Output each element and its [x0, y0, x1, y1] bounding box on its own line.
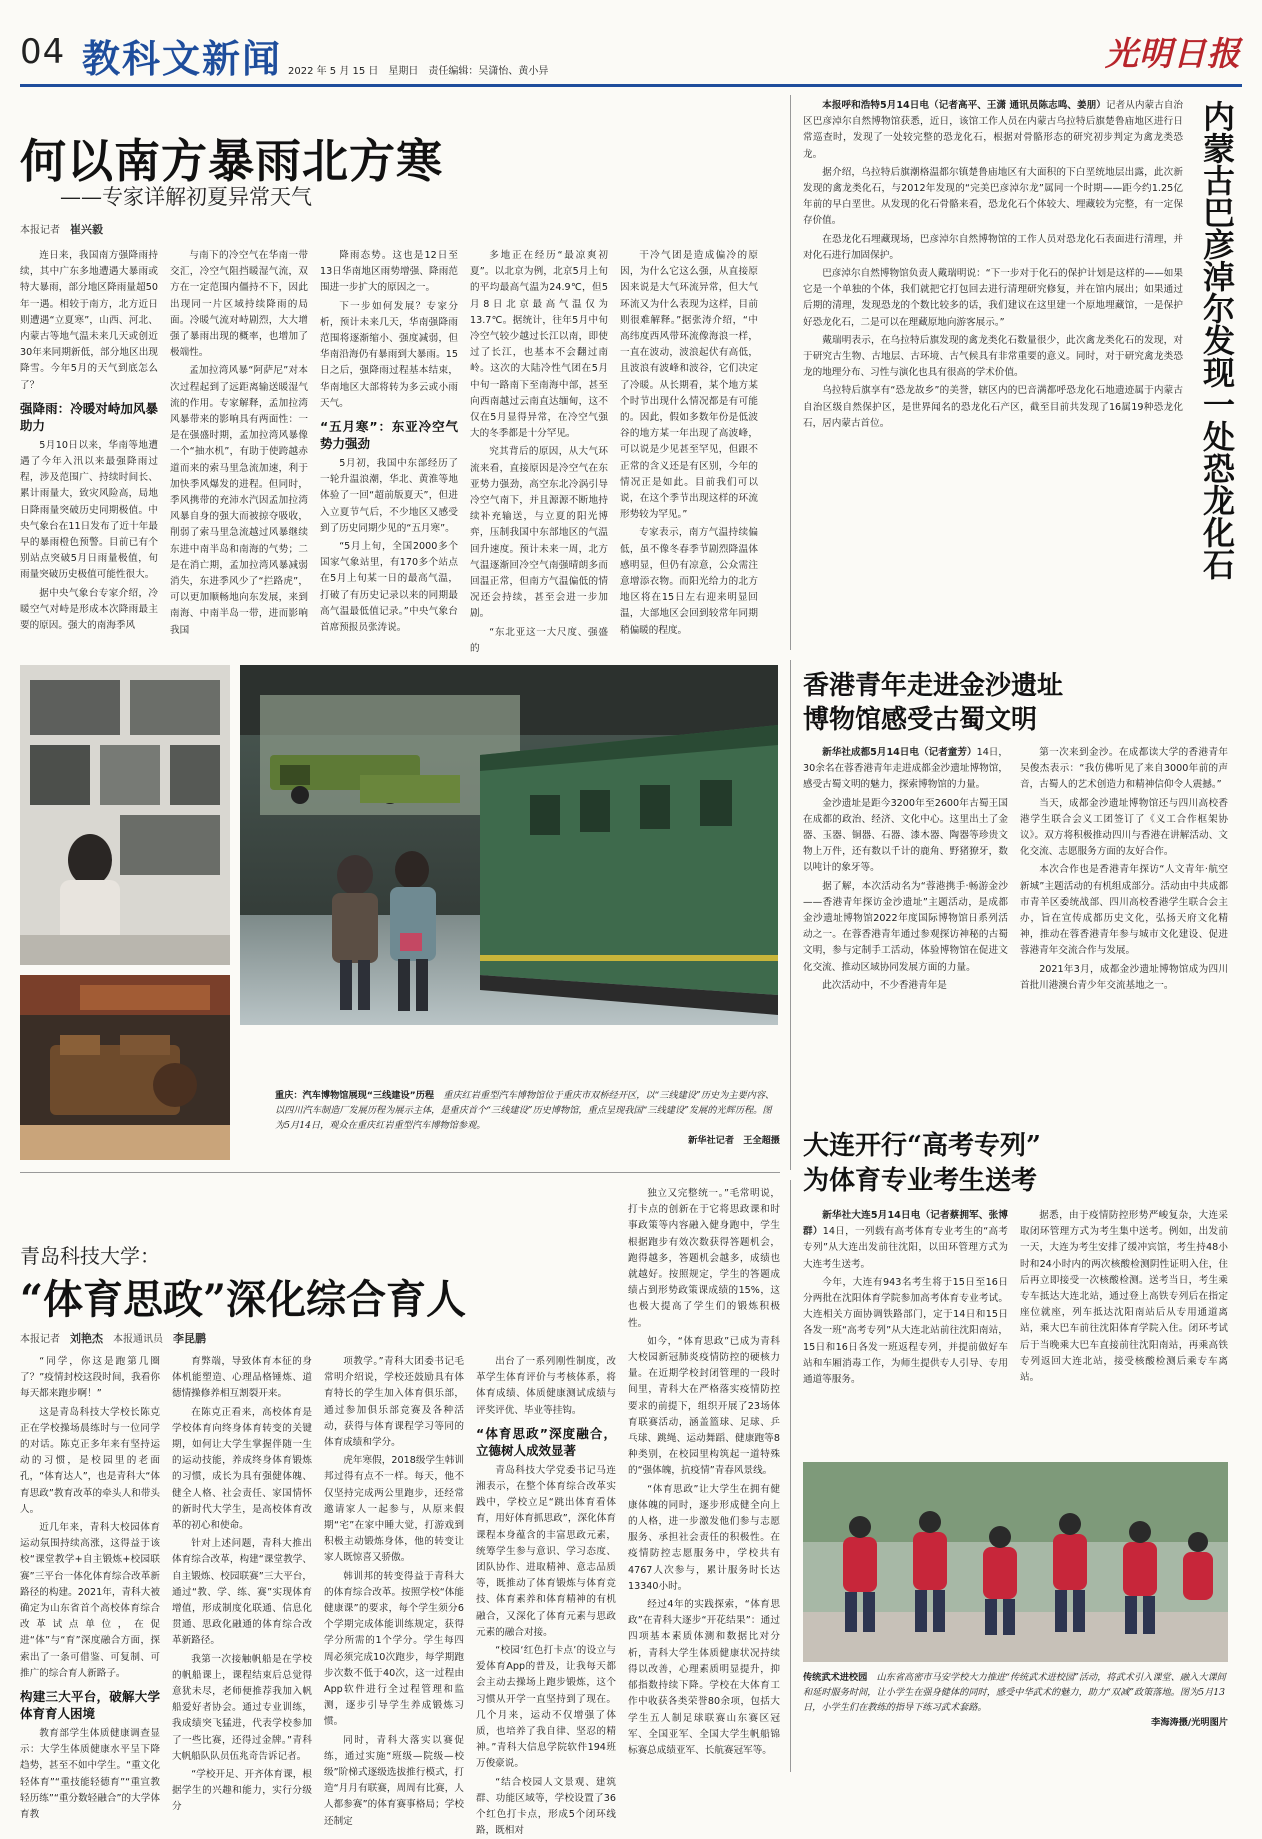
paragraph: “校园‘红色打卡点’的设立与爱体育App的普及，让我每天都会主动去操场上跑步锻炼，这个习惯从开学一直坚持到了现在。几个月来，运动不仅增强了体质，也培养了我自律、坚忍的精神。”青科大信息学院软件194班万俊豪说。 [476, 1645, 616, 1770]
paragraph: 究其背后的原因，从大气环流来看，直接原因是冷空气在东亚势力强劲，高空东北冷涡引导冷空气南下，并且源源不断地持续补充输送，与立夏的阳光博弈，压制我国中东部地区的气温回升速度。预计未来一周，北方气温逐渐回冷空气南强晴朗多而回温正常，但南方气温偏低的情况还会持续，甚至会进一步加剧。 [470, 446, 608, 620]
subheading: “五月寒”：东亚冷空气势力强劲 [320, 419, 458, 452]
paragraph: 5月初，我国中东部经历了一轮升温浪潮，华北、黄淮等地体验了一回“超前版夏天”，但进入立夏节气后，不少地区又感受到了历史同期少见的“五月寒”。 [320, 458, 458, 534]
qingdao-headline: “体育思政”深化综合育人 [20, 1276, 467, 1323]
paragraph: 在陈克正看来，高校体育是学校体育向终身体育转变的关键期，如何让大学生掌握伴随一生的运动技能，养成终身体育锻炼的习惯，成长为具有强健体魄、健全人格、社会责任、家国情怀的新时代大学生，是高校体育改革的初心和使命。 [172, 1406, 312, 1532]
caption-title: 重庆：汽车博物馆展现“三线建设”历程 [275, 1090, 435, 1101]
paragraph: 项教学。”青科大团委书记毛常明介绍说，学校还鼓励具有体育特长的学生加入体育俱乐部，通过参加俱乐部竞赛及各种活动，获得与体育课程学习等同的体育成绩和学分。 [324, 1356, 464, 1449]
byline-role: 本报记者 [20, 1334, 60, 1345]
engine-image [20, 975, 230, 1160]
paragraph: 据悉，由于疫情防控形势严峻复杂，大连采取闭环管理方式为考生集中送考。例如，出发前一天，大连为考生安排了缓冲宾馆，考生持48小时和24小时内的两次核酸检测阴性证明入住，住后再立即接受一次核酸检测。送考当日，考生乘专车抵达大连北站，通过登上高铁专列后在指定座位就座，列车抵达沈阳南站后从专用通道离站，乘大巴车前往沈阳体育学院入住。闭环考试后于当晚乘大巴车直接前往沈阳南站，再乘高铁专列返回大连北站，接受核酸检测后乘专车离站。 [1020, 1210, 1228, 1384]
photo-truck-museum [240, 665, 778, 1025]
paragraph: 经过4年的实践探索，“体育思政”在青科大逐步“开花结果”：通过四项基本素质体测和数据比对分析，青科大学生体质健康状况持续得以改善，心理素质明显提升，抑郁指数持续下降。学校在大体育工作中收获各类荣誉80余项，包括大学生五人制足球联赛山东赛区冠军、全国亚军、全国大学生帆船锦标赛总成绩亚军、长航赛冠军等。 [628, 1599, 780, 1756]
byline-role: 本报通讯员 [113, 1334, 163, 1345]
masthead [20, 28, 1242, 80]
newspaper-logo: 光明日报 [1105, 34, 1241, 73]
dinosaur-headline: 内蒙古巴彦淖尔发现一处恐龙化石 [1198, 100, 1236, 580]
photo-caption-bottom [803, 1670, 1228, 1730]
paragraph: 这是青岛科技大学校长陈克正在学校操场晨练时与一位同学的对话。陈克正多年来有坚持运动的习惯，是校园里的老面孔，“体育达人”，也是青科大“体育思政”教育改革的牵头人和带头人。 [20, 1406, 160, 1515]
lead-paragraph [803, 98, 1183, 163]
paragraph: 在恐龙化石埋藏现场，巴彦淖尔自然博物馆的工作人员对恐龙化石表面进行清理，并对化石进行加固保护。 [803, 233, 1183, 261]
hk-headline-2: 博物馆感受古蜀文明 [803, 705, 1038, 735]
lead-paragraph [803, 745, 1008, 794]
masthead-rule [20, 84, 1242, 87]
byline-name: 李昆鹏 [173, 1332, 206, 1345]
paragraph: 第一次来到金沙。在成都读大学的香港青年吴俊杰表示：“我仿佛听见了来自3000年前的声音，古蜀人的艺术创造力和精神信仰令人震撼。” [1020, 747, 1228, 791]
byline-role: 本报记者 [20, 225, 60, 236]
photo-engine [20, 975, 230, 1160]
paragraph: “结合校园人文景观、建筑群、功能区域等，学校设置了36个红色打卡点，形成5个闭环线路，既相对 [476, 1776, 616, 1837]
paragraph: 近几年来，青科大校园体育运动氛围持续高涨，这得益于该校“课堂教学+自主锻炼+校园联赛”三平台一体化体育综合改革新路径的构建。2021年，青科大被确定为山东省首个高校体育综合改革试点单位，在促进“体”与“育”深度融合方面，探索出了一条可借鉴、可复制、可推广的综合育人新路子。 [20, 1522, 160, 1679]
page-number: 04 [20, 32, 66, 72]
paragraph: 今年，大连有943名考生将于15日至16日分两批在沈阳体育学院参加高考体育专业考试。大连相关方面协调铁路部门，定于14日和15日各发一班“高考专列”从大连北站前往沈阳南站，15日和16日各发一班返程专列，并提前做好车站和车厢消毒工作，为师生提供专人引导、专用通道等服务。 [803, 1276, 1008, 1386]
paragraph: 金沙遗址是距今3200年至2600年古蜀王国在成都的政治、经济、文化中心。这里出土了金器、玉器、铜器、石器、漆木器、陶器等珍贵文物上万件，还有数以千计的鹿角、野猪獠牙，数以吨计的象牙等。 [803, 797, 1008, 874]
paragraph: 韩训邦的转变得益于青科大的体育综合改革。按照学校“体能健康课”的要求，每个学生须分6个学期完成体能训练规定，获得学分所需的1个学分。学生每四周必须完成10次跑步，每学期跑步次数不低于40次，这一过程由App软件进行全过程管理和监测，逐步引导学生养成锻炼习惯。 [324, 1570, 464, 1728]
paragraph: 连日来，我国南方强降雨持续，其中广东多地遭遇大暴雨或特大暴雨，部分地区降雨量超50年一遇。相较于南方，北方近日则遭遇“立夏寒”，山西、河北、内蒙古等地气温未来几天或创近30年来同期新低，部分地区出现降雪。今年5月的天气到底怎么了？ [20, 250, 158, 391]
byline [20, 1330, 206, 1346]
column-divider [790, 1180, 791, 1772]
photo-credit: 李海涛摄/光明图片 [1151, 1717, 1228, 1728]
column-divider [790, 95, 791, 650]
dalian-headline-2: 为体育专业考生送考 [803, 1166, 1038, 1196]
paragraph: 2021年3月，成都金沙遗址博物馆成为四川首批川港澳台青少年交流基地之一。 [1020, 963, 1228, 991]
subheading: 强降雨：冷暖对峙加风暴助力 [20, 400, 158, 433]
paragraph: 育弊端，导致体育本征的身体机能塑造、心理品格锤炼、道德情操修养相互割裂开来。 [172, 1356, 312, 1400]
column-5 [620, 248, 758, 646]
paragraph: 乌拉特后旗享有“恐龙故乡”的美誉，辖区内的巴音满都呼恐龙化石地遗迹属于内蒙古自治区级自然保护区，是世界闻名的恐龙化石产区，截至目前共发现了16属19种恐龙化石，居内蒙古首位。 [803, 385, 1183, 429]
paragraph: 教育部学生体质健康调查显示：大学生体质健康水平呈下降趋势，甚至不如中学生。“重文化轻体育”“重技能轻德育”“重宣教轻历练”“重分数轻融合”的大学体育教 [20, 1728, 160, 1821]
dateline: 本报呼和浩特5月14日电（记者高平、王潇 通讯员陈志鸣、姜朋） [822, 100, 1106, 111]
paragraph: 本次合作也是香港青年探访“人文青年·航空新城”主题活动的有机组成部分。活动由中共成都市青羊区委统战部、四川高校香港学生联合会主办，旨在宣传成都历史文化，弘扬天府文化精神，推动在蓉香港青年参与城市文化建设、促进蓉港青年交流合作与发展。 [1020, 864, 1228, 957]
exhibit-wall-image [20, 665, 230, 965]
subheading: “体育思政”深度融合，立德树人成效显著 [476, 1425, 616, 1458]
paragraph: 巴彦淖尔自然博物馆负责人戴瑞明说：“下一步对于化石的保护计划是这样的——如果它是一个单独的个体，我们就把它打包回去进行清理研究修复，并在馆内展出；如果通过后期的清理，发现恐龙的个数比较多的话，我们建议在这里建一个原地埋藏馆，一是保护好恐龙化石，二是可以在理藏原地向游客展示。” [803, 268, 1183, 328]
paragraph: 如今，“体育思政”已成为青科大校园新冠肺炎疫情防控的硬核力量。在近期学校封闭管理的一段时间里，青科大在严格落实疫情防控要求的前提下，组织开展了23场体育联赛活动，涵盖篮球、足球、乒乓球、跳绳、运动舞蹈、健康跑等8种类别，在校园里构筑起一道特殊的“强体魄，抗疫情”青春风景线。 [628, 1335, 780, 1477]
paragraph: 干冷气团是造成偏冷的原因，为什么它这么强，从直接原因来说是大气环流异常，但大气环流又为什么表现为这样，目前则很难解释。”据张涛介绍，“中高纬度西风带环流像海浪一样，一直在波动，波浪起伏有高低，且波浪有波峰和波谷，它们决定了冷暖。从长期看，某个地方某个时节出现什么情况都是有可能的。因此，假如多数年份是低波谷的地方某一年出现了高波峰，可以说是少见甚至罕见，但跟不正常的含义还是有区别，今年的情况正是如此。目前我们可以说，在这个季节出现这样的环流形势较为罕见。” [620, 250, 758, 521]
date-line: 2022 年 5 月 15 日 星期日 责任编辑：吴潇怡、黄小异 [288, 66, 549, 77]
dalian-headline-1: 大连开行“高考专列” [803, 1131, 1041, 1161]
paragraph: 此次活动中，不少香港青年是 [822, 979, 947, 991]
qingdao-kicker: 青岛科技大学： [20, 1244, 160, 1268]
paragraph: 我第一次接触帆船是在学校的帆船课上，课程结束后总觉得意犹未尽，老师便推荐我加入帆船爱好者协会。通过专业训练，我成绩突飞猛进，代表学校参加了一些比赛，还得过金牌。”青科大帆船队队员伍兆奇告诉记者。 [172, 1653, 312, 1762]
caption-text: 山东省高密市马安学校大力推进“传统武术进校园”活动，将武术引入课堂、融入大课间和延时服务时间，让小学生在强身健体的同时，感受中华武术的魅力，助力“双减”政策落地。图为5月13日，小学生们在教练的指导下练习武术套路。 [803, 1672, 1226, 1713]
lead-text: 记者从内蒙古自治区巴彦淖尔自然博物馆获悉，近日，该馆工作人员在内蒙古乌拉特后旗楚鲁庙地区进行日常巡查时，发现了一处较完整的恐龙化石，根据对骨骼形态的研究初步判定为禽龙类恐龙。 [803, 100, 1184, 160]
byline-name: 崔兴毅 [70, 223, 103, 236]
paragraph: 虎年寒假，2018级学生韩训邦过得有点不一样。每天，他不仅坚持完成两公里跑步，还经常邀请家人一起参与，从原来假期“宅”在家中睡大觉，打游戏到积极主动锻炼身体，他的转变让家人既惊喜又骄傲。 [324, 1455, 464, 1564]
paragraph: 青岛科技大学党委书记马连湘表示，在整个体育综合改革实践中，学校立足“跳出体育看体育，用好体育抓思政”，深化体育课程本身蕴含的丰富思政元素，统筹学生参与意识、学习态度、团队协作、进取精神、意志品质等，既推动了体育锻炼与体育竞技、体育素养和体育精神的有机融合，又深化了体育元素与思政元素的融合对接。 [476, 1464, 616, 1638]
paragraph: 5月10日以来，华南等地遭遇了今年入汛以来最强降雨过程，涉及范围广、持续时间长、累计雨量大，致灾风险高，局地日降雨量突破历史同期极值。中央气象台在11日发布了近十年最早的暴雨橙色预警。目前已有个别站点突破5月日雨量极值，旬雨量突破历史极值可能性很大。 [20, 439, 158, 581]
caption-text: 重庆红岩重型汽车博物馆位于重庆市双桥经开区，以“三线建设”历史为主要内容、以四川汽车制造厂发展历程为展示主体，是重庆首个“三线建设”历史博物馆，重点呈现我国“三线建设”发展的光辉历程。图为5月14日，观众在重庆红岩重型汽车博物馆参观。 [275, 1090, 775, 1131]
qingdao-column-1 [20, 1354, 160, 1821]
photo-caption-main [275, 1088, 780, 1148]
column-divider [790, 660, 791, 1170]
qingdao-column-4 [476, 1354, 616, 1837]
paragraph: 孟加拉湾风暴“阿萨尼”对本次过程起到了远距离输送暖湿气流的作用。专家解释，孟加拉湾风暴带来的影响具有两面性：一是在强盛时期，孟加拉湾风暴像一个“抽水机”，有助于使跨越赤道而来的索马里急流加速，利于加快季风爆发的进程。但同时，季风携带的充沛水汽因孟加拉湾风暴自身的强大而被掠夺吸收，削弱了索马里急流越过风暴继续东进中南半岛和南海的气势；二是在消亡期，孟加拉湾风暴减弱消失，东进季风少了“拦路虎”，可以更加顺畅地向东发展，来到南海、中南半岛一带，进而影响我国 [170, 365, 308, 636]
paragraph: 下一步如何发展？专家分析，预计未来几天，华南强降雨范围将逐渐缩小、强度减弱，但华南沿海仍有暴雨到大暴雨。15日之后，强降雨过程基本结束，华南地区大部将转为多云或小雨天气。 [320, 300, 458, 409]
hk-column-2 [1020, 745, 1228, 1090]
photo-credit: 新华社记者 王全超摄 [688, 1135, 780, 1146]
paragraph: 当天，成都金沙遗址博物馆还与四川高校香港学生联合会义工团签订了《义工合作框架协议》。双方将积极推动四川与香港在讲解活动、文化交流、志愿服务方面的友好合作。 [1020, 797, 1228, 858]
paragraph: 多地正在经历“最凉爽初夏”。以北京为例，北京5月上旬的平均最高气温为24.9℃，但5月8日北京最高气温仅为13.7℃。据统计，往年5月中旬冷空气较少越过长江以南，即使过了长江，也基本不会翻过南岭。这次的大陆冷性气团在5月中旬一路南下至南海中部，甚至向西南越过云南直达缅甸，这不仅在5月显得异常，在冷空气强大的冬季都是十分罕见。 [470, 250, 608, 440]
paragraph: 出台了一系列刚性制度，改革学生体育评价与考核体系，将体育成绩、体质健康测试成绩与评奖评优、毕业等挂钩。 [476, 1356, 616, 1416]
lead-paragraph [803, 1208, 1008, 1273]
paragraph: 据了解，本次活动名为“蓉港携手·畅游金沙——香港青年探访金沙遗址”主题活动，是成都金沙遗址博物馆2022年度国际博物馆日系列活动之一。在蓉香港青年通过参观探访神秘的古蜀文明，参与定制手工活动，体验博物馆在促进文化交流、推动区域协同发展方面的力量。 [803, 880, 1008, 973]
dateline: 新华社大连5月14日电（记者蔡拥军、张博群） [803, 1210, 1008, 1238]
column-1 [20, 248, 158, 646]
article-weather [20, 95, 900, 675]
article-dinosaur [803, 98, 1183, 641]
dateline: 新华社成都5月14日电（记者童芳） [822, 747, 977, 758]
paragraph: 独立又完整统一。”毛常明说，打卡点的创新在于它将思政课和时事政策等内容融入健身跑中，学生根据跑步有效次数获得答题机会，跑得越多，答题机会越多，成绩也就越好。按照规定，学生的答题成绩占到形势政策课成绩的15%，这也极大提高了学生们的锻炼积极性。 [628, 1188, 780, 1329]
paragraph: “5月上旬，全国2000多个国家气象站里，有170多个站点在5月上旬某一日的最高气温，打破了有历史记录以来的同期最高气温最低值记录。”中央气象台首席预报员张涛说。 [320, 541, 458, 634]
paragraph: 专家表示，南方气温持续偏低，虽不像冬春季节剧烈降温体感明显，但仍有凉意，公众需注意增添衣物。而阳光给力的北方地区将在15日左右迎来明显回温，大部地区会回到较常年同期稍偏暖的程度。 [620, 527, 758, 636]
dalian-column-1 [803, 1208, 1008, 1456]
column-2 [170, 248, 308, 646]
paragraph: 降雨态势。这也是12日至13日华南地区雨势增强、降雨范围进一步扩大的原因之一。 [320, 250, 458, 294]
byline-name: 刘艳杰 [70, 1332, 103, 1345]
headline: 何以南方暴雨北方寒 [20, 134, 443, 188]
subheading: 构建三大平台，破解大学体育育人困境 [20, 1689, 160, 1722]
dalian-column-2 [1020, 1208, 1228, 1456]
paragraph: “体育思政”让大学生在拥有健康体魄的同时，逐步形成健全向上的人格，进一步激发他们参与志愿服务、承担社会责任的积极性。在疫情防控志愿服务中，学校共有4767人次参与，累计服务时长达13340小时。 [628, 1483, 780, 1592]
photo-exhibit-wall [20, 665, 230, 965]
column-4 [470, 248, 608, 654]
martial-arts-image [803, 1462, 1228, 1662]
paragraph: “学校开足、开齐体育课，根据学生的兴趣和能力，实行分级分 [172, 1769, 312, 1813]
photo-martial-arts [803, 1462, 1228, 1662]
subhead: ——专家详解初夏异常天气 [60, 185, 312, 209]
section-title: 教科文新闻 [82, 36, 283, 81]
paragraph: 据中央气象台专家介绍，冷暖空气对峙是形成本次降雨最主要的原因。强大的南海季风 [20, 587, 158, 632]
paragraph: 同时，青科大落实以赛促练，通过实施“班级—院级—校级”阶梯式逐级选拔推行模式，打造“月月有联赛，周周有比赛，人人都参赛”的体育赛事格局；学校还制定 [324, 1734, 464, 1827]
hk-column-1 [803, 745, 1008, 1090]
paragraph: “东北亚这一大尺度、强盛的 [470, 626, 608, 654]
paragraph: “同学，你这是跑第几圈了？”疫情封校这段时间，我看你每天都来跑步啊！” [20, 1356, 160, 1400]
hk-headline-1: 香港青年走进金沙遗址 [803, 671, 1064, 701]
paragraph: 据介绍，乌拉特后旗潮格温都尔镇楚鲁庙地区有大面积的下白垩统地层出露，此次新发现的禽龙类化石，与2012年发现的“完美巴彦淖尔龙”属同一个时期——距今约1.25亿年前的早白垩世。从发现的化石骨骼来看，恐龙化石个体较大、埋藏较为完整，有一定保存价值。 [803, 166, 1183, 227]
caption-title: 传统武术进校园 [803, 1672, 868, 1683]
paragraph: 针对上述问题，青科大推出体育综合改革，构建“课堂教学、自主锻炼、校园联赛”三大平台，通过“教、学、练、赛”实现体育增值，形成制度化联通、信息化贯通、思政化融通的体育综合改革新路径。 [172, 1538, 312, 1647]
section-rule [20, 1172, 780, 1173]
paragraph: 戴瑞明表示，在乌拉特后旗发现的禽龙类化石数量很少，此次禽龙类化石的发现，对于研究古生物、古地层、古环境、古气候具有非常重要的意义。同时，对于研究禽龙类恐龙的地理分布、习性与演化也具有很高的学术价值。 [803, 334, 1183, 379]
qingdao-column-2 [172, 1354, 312, 1813]
byline [20, 221, 103, 237]
column-3 [320, 248, 458, 646]
lead-text: 14日，一列载有高考体育专业考生的“高考专列”从大连出发前往沈阳，以田环管理方式为大连考生送考。 [803, 1226, 1008, 1270]
museum-scene-image [240, 665, 778, 1025]
paragraph: 与南下的冷空气在华南一带交汇，冷空气阻挡暖湿气流，双方在一定范围内僵持不下，因此出现同一片区域持续降雨的局面。冷暖气流对峙剧烈，大大增强了暴雨出现的概率，也增加了极端性。 [170, 250, 308, 359]
lead-text: 14日，30余名在蓉香港青年走进成都金沙遗址博物馆，感受古蜀文明的魅力，探索博物馆的力量。 [803, 747, 1008, 791]
qingdao-column-5 [628, 1186, 780, 1786]
qingdao-column-3 [324, 1354, 464, 1827]
